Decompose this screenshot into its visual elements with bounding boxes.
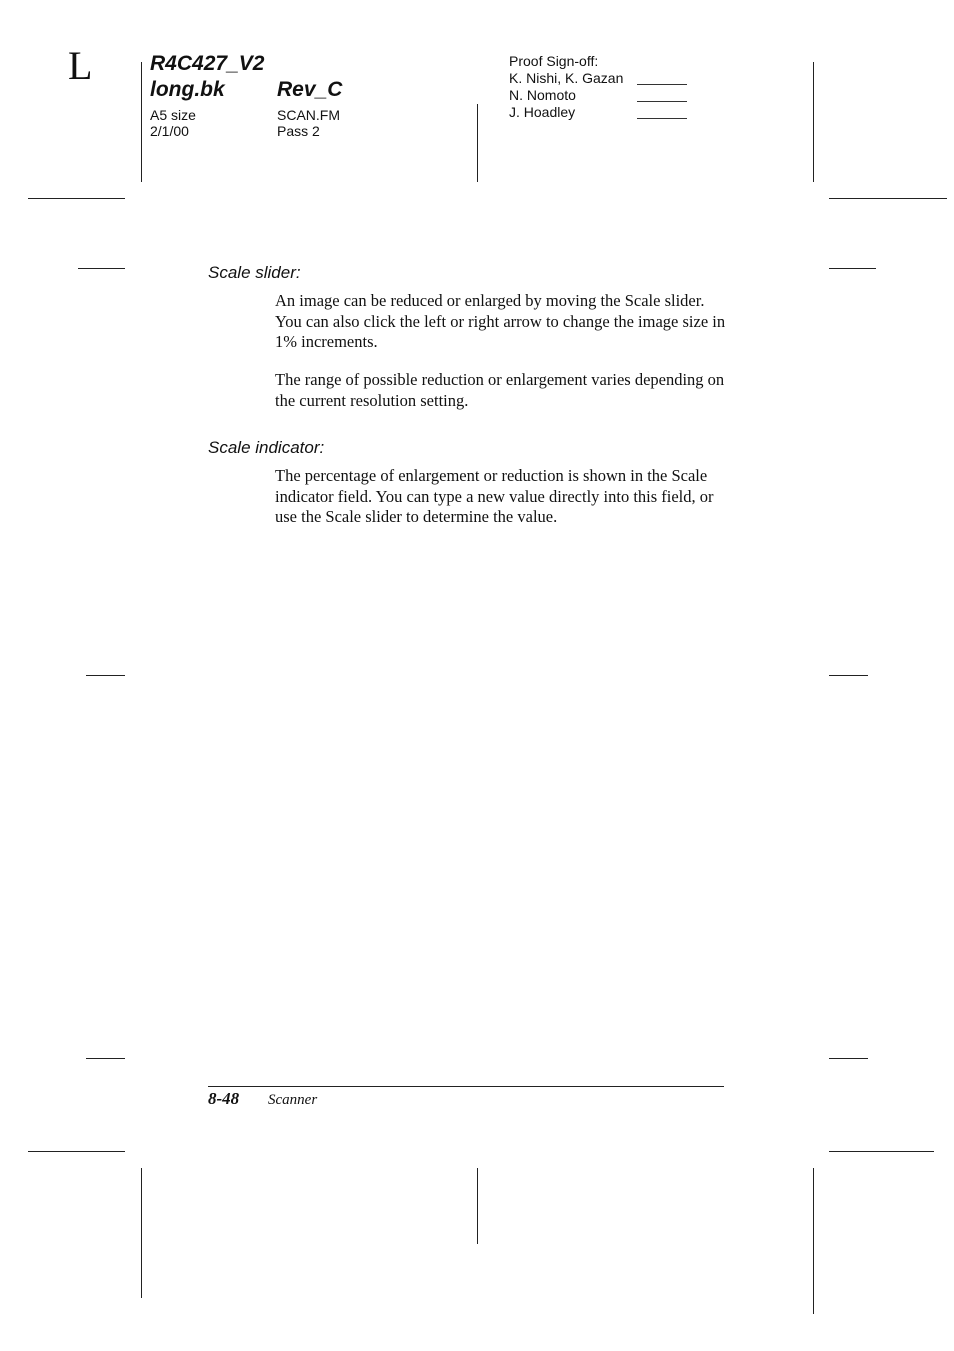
trim-mark-bottom-right bbox=[829, 1151, 934, 1152]
margin-mark-right-1 bbox=[829, 268, 876, 269]
revision-label: Rev_C bbox=[277, 78, 343, 101]
trim-mark-top-left bbox=[28, 198, 125, 199]
signer-1: K. Nishi, K. Gazan bbox=[509, 70, 624, 86]
crop-mark-top-center bbox=[477, 104, 478, 182]
signer-3: J. Hoadley bbox=[509, 104, 576, 120]
margin-mark-right-2 bbox=[829, 675, 868, 676]
crop-mark-bottom-left bbox=[141, 1168, 142, 1298]
signature-line-1 bbox=[637, 84, 687, 85]
crop-mark-bottom-center bbox=[477, 1168, 478, 1244]
crop-mark-bottom-right bbox=[813, 1168, 814, 1314]
page-number: 8-48 bbox=[208, 1089, 240, 1108]
proof-heading: Proof Sign-off: bbox=[509, 53, 599, 69]
scale-slider-heading: Scale slider: bbox=[208, 263, 301, 282]
signature-line-3 bbox=[637, 118, 687, 119]
margin-mark-left-1 bbox=[78, 268, 125, 269]
doc-date: 2/1/00 bbox=[150, 123, 189, 139]
scale-slider-paragraph-1: An image can be reduced or enlarged by moving the Scale slider. You can also click the left or right arrow to change the image size in 1% increments. bbox=[275, 291, 726, 351]
section-letter: L bbox=[68, 43, 93, 88]
trim-mark-bottom-left bbox=[28, 1151, 125, 1152]
signer-2: N. Nomoto bbox=[509, 87, 576, 103]
margin-mark-right-3 bbox=[829, 1058, 868, 1059]
book-code: R4C427_V2 bbox=[150, 52, 265, 75]
scale-indicator-paragraph: The percentage of enlargement or reduction is shown in the Scale indicator field. You can type a new value directly into this field, or use the Scale slider to determine the value. bbox=[275, 466, 714, 526]
scale-indicator-heading: Scale indicator: bbox=[208, 438, 325, 457]
frame-file: SCAN.FM bbox=[277, 107, 340, 123]
margin-mark-left-3 bbox=[86, 1058, 125, 1059]
page-size: A5 size bbox=[150, 107, 196, 123]
book-file: long.bk bbox=[150, 78, 225, 101]
scale-slider-paragraph-2: The range of possible reduction or enlargement varies depending on the current resolution setting. bbox=[275, 370, 725, 410]
pass-label: Pass 2 bbox=[277, 123, 320, 139]
margin-mark-left-2 bbox=[86, 675, 125, 676]
footer-rule bbox=[208, 1086, 724, 1087]
chapter-title: Scanner bbox=[268, 1092, 318, 1108]
trim-mark-top-right bbox=[829, 198, 947, 199]
crop-mark-top-right bbox=[813, 62, 814, 182]
signature-line-2 bbox=[637, 101, 687, 102]
crop-mark-top-left bbox=[141, 62, 142, 182]
